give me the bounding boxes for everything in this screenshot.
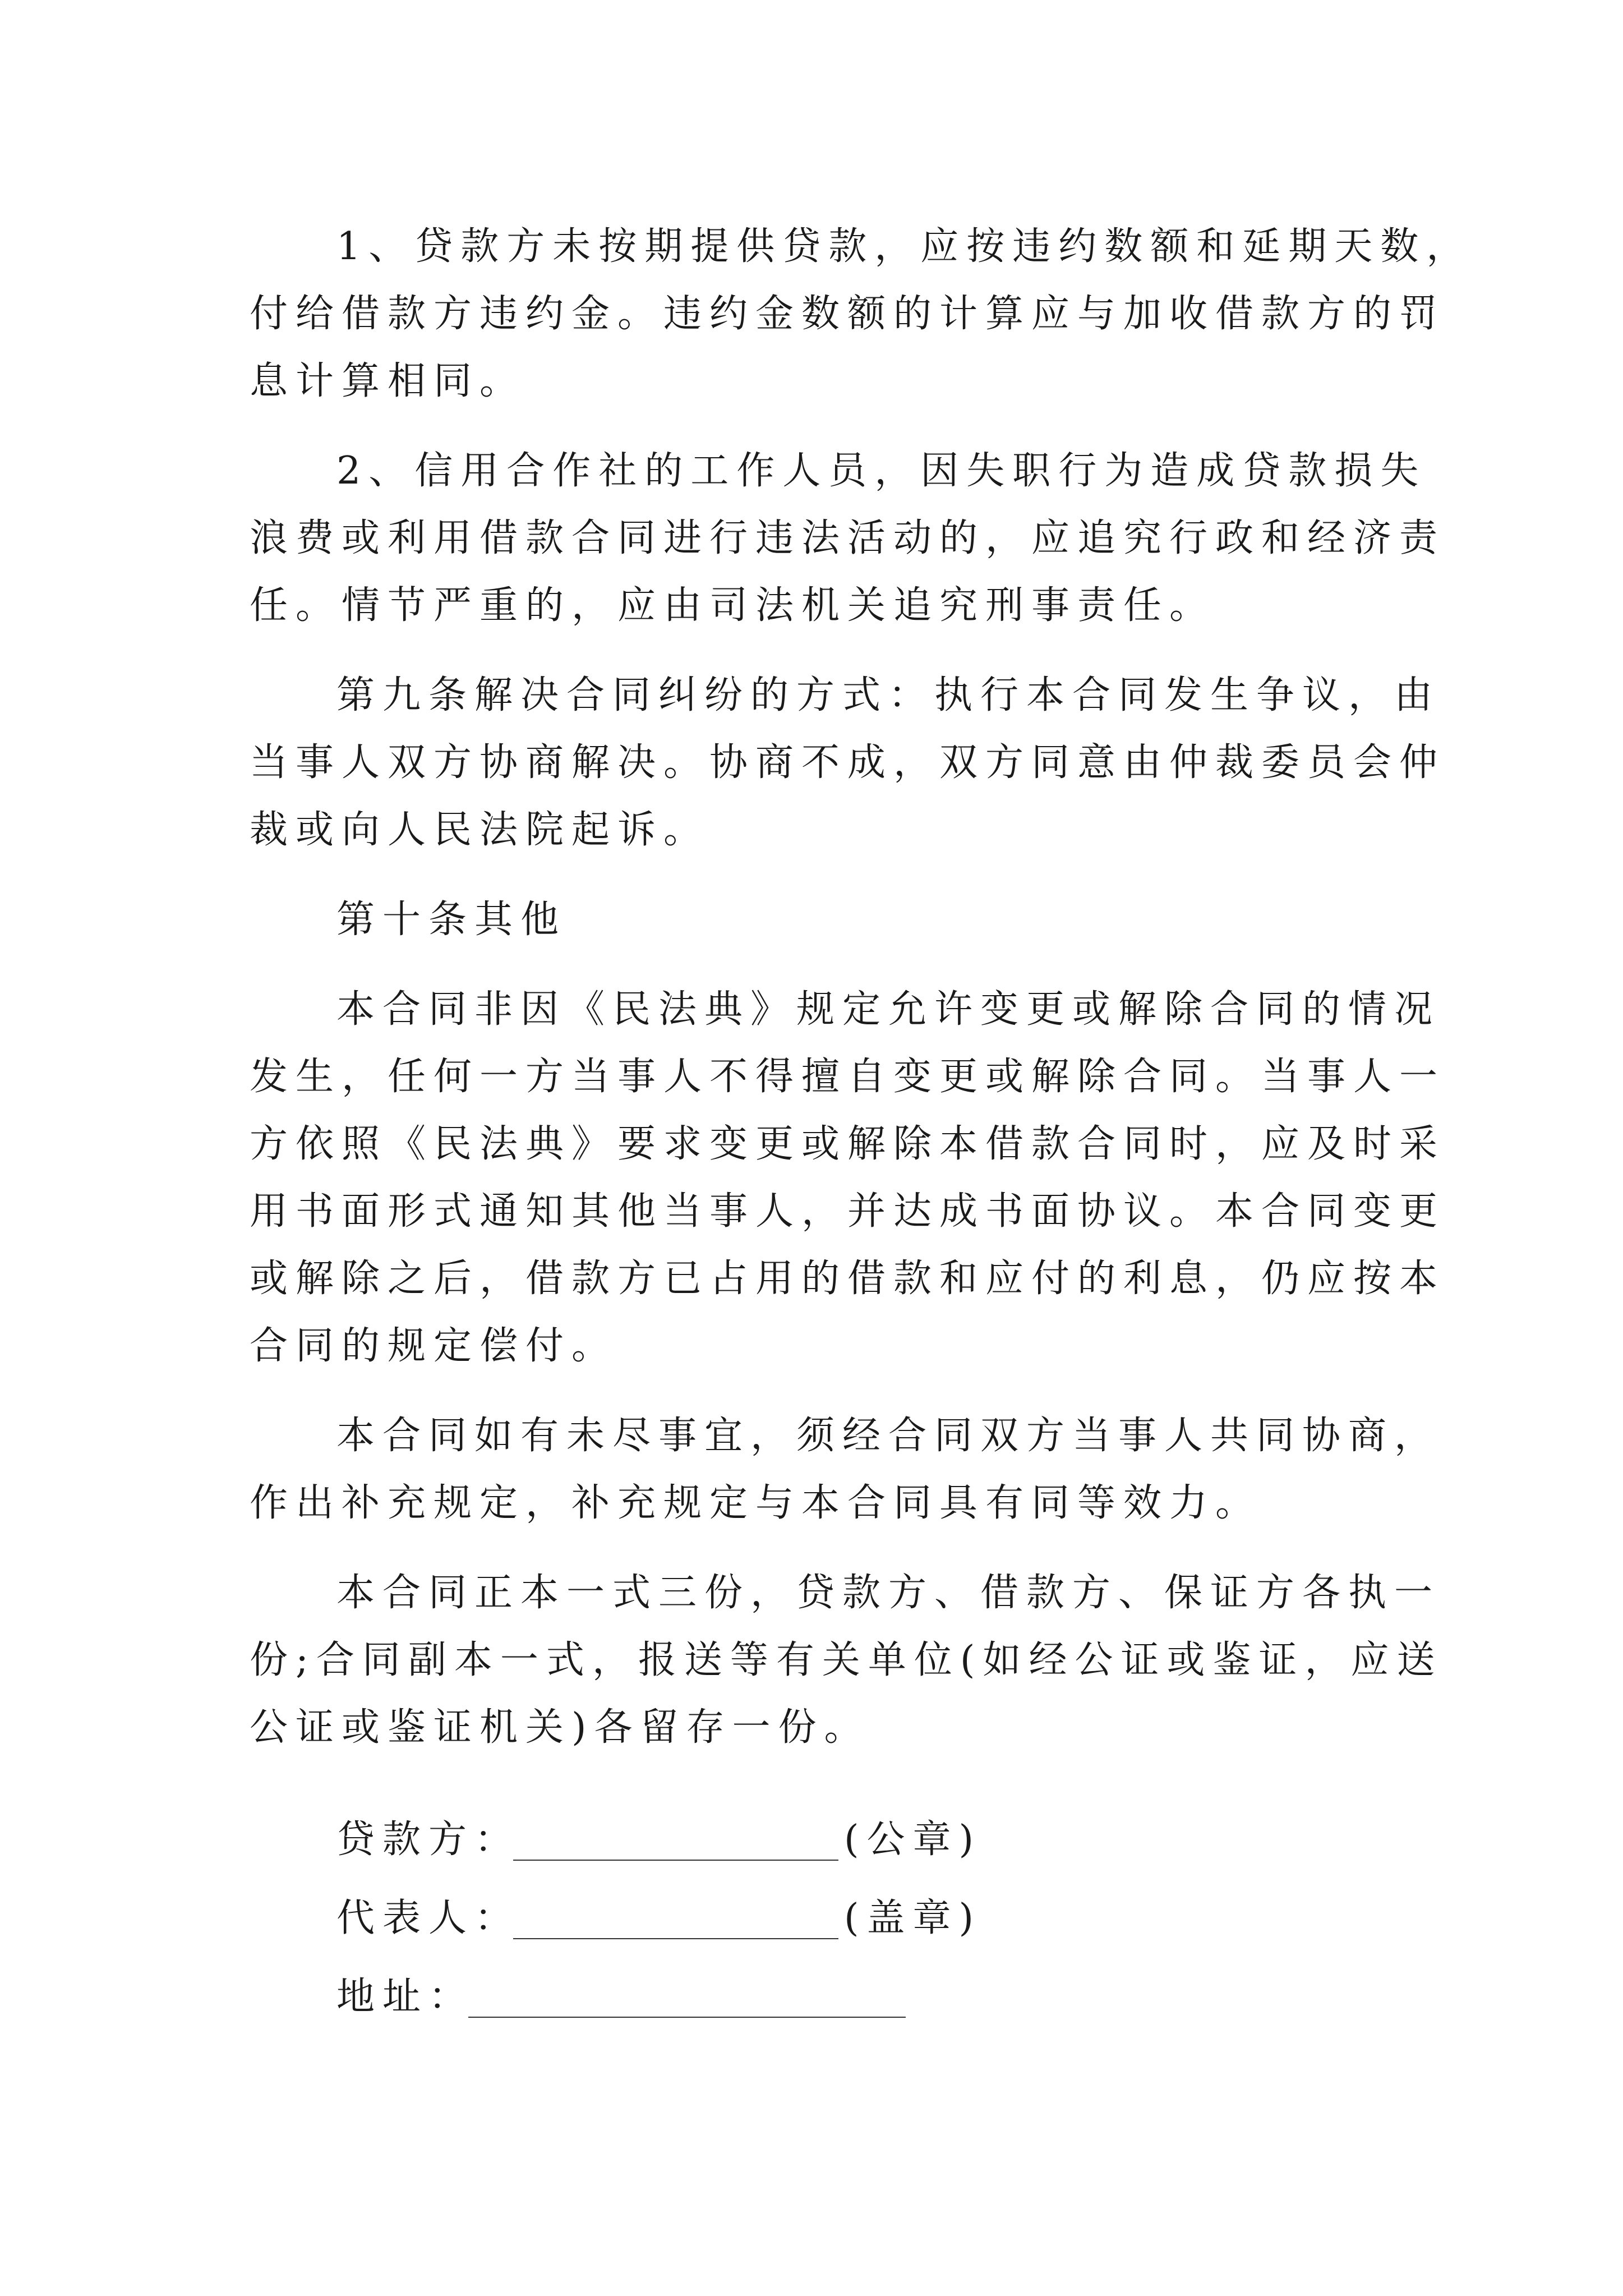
text-line-1: 1、贷款方未按期提供贷款，应按违约数额和延期天数， [336, 224, 1473, 269]
text-line-20: 份;合同副本一式，报送等有关单位(如经公证或鉴证，应送 [250, 1638, 1443, 1682]
section-heading-other: 第十条其他 [336, 898, 567, 942]
representative-seal-note: (盖章) [844, 1896, 982, 1940]
representative-label: 代表人： [336, 1896, 521, 1940]
lender-signature-field[interactable] [513, 1860, 838, 1861]
text-line-18: 作出补充规定，补充规定与本合同具有同等效力。 [250, 1481, 1262, 1525]
text-line-7: 第九条解决合同纠纷的方式：执行本合同发生争议，由 [336, 673, 1441, 717]
text-line-2: 付给借款方违约金。违约金数额的计算应与加收借款方的罚 [250, 292, 1446, 336]
text-line-21: 公证或鉴证机关)各留存一份。 [250, 1705, 870, 1750]
text-line-11: 本合同非因《民法典》规定允许变更或解除合同的情况 [336, 987, 1441, 1032]
address-field[interactable] [468, 2017, 906, 2018]
lender-label: 贷款方： [336, 1818, 521, 1862]
text-line-15: 或解除之后，借款方已占用的借款和应付的利息，仍应按本 [250, 1257, 1446, 1301]
text-line-8: 当事人双方协商解决。协商不成，双方同意由仲裁委员会仲 [250, 740, 1446, 785]
address-label: 地址： [336, 1975, 475, 2019]
text-line-13: 方依照《民法典》要求变更或解除本借款合同时，应及时采 [250, 1122, 1446, 1166]
text-line-4: 2、信用合作社的工作人员，因失职行为造成贷款损失 [336, 449, 1427, 493]
text-line-9: 裁或向人民法院起诉。 [250, 808, 710, 852]
text-line-19: 本合同正本一式三份，贷款方、借款方、保证方各执一 [336, 1571, 1441, 1615]
text-line-3: 息计算相同。 [250, 359, 526, 403]
text-line-16: 合同的规定偿付。 [250, 1324, 618, 1368]
lender-seal-note: (公章) [844, 1818, 982, 1862]
text-line-5: 浪费或利用借款合同进行违法活动的，应追究行政和经济责 [250, 516, 1446, 560]
representative-signature-field[interactable] [513, 1938, 838, 1939]
text-line-6: 任。情节严重的，应由司法机关追究刑事责任。 [250, 583, 1216, 628]
text-line-14: 用书面形式通知其他当事人，并达成书面协议。本合同变更 [250, 1189, 1446, 1234]
text-line-17: 本合同如有未尽事宜，须经合同双方当事人共同协商， [336, 1414, 1441, 1458]
text-line-12: 发生，任何一方当事人不得擅自变更或解除合同。当事人一 [250, 1055, 1446, 1099]
